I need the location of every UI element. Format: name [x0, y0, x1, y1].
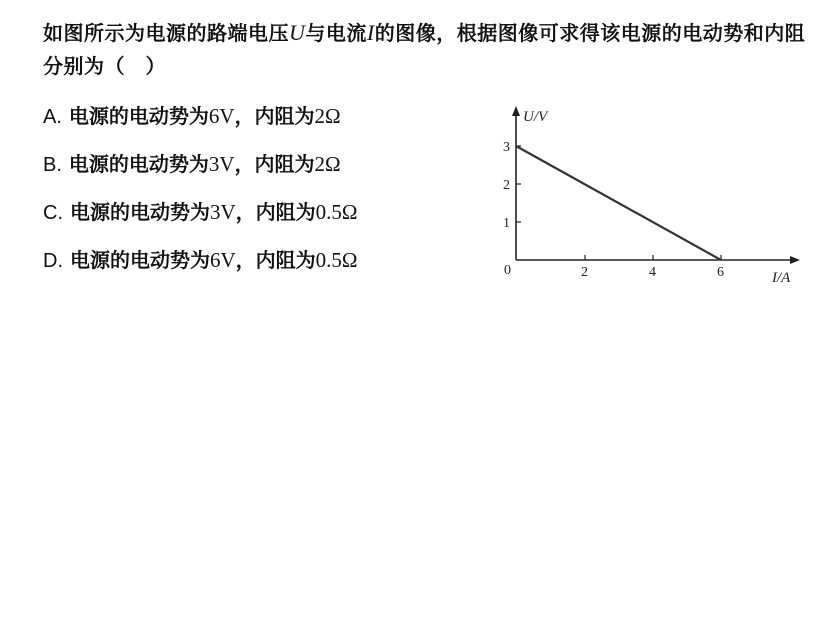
option-r-unit: Ω	[325, 104, 341, 128]
option-key: D.	[43, 250, 63, 272]
x-tick-label: 4	[649, 265, 656, 280]
option-emf-text: 电源的电动势为	[68, 104, 209, 128]
x-tick-label: 2	[581, 265, 588, 280]
y-axis-arrow	[512, 106, 520, 116]
x-tick-label: 6	[717, 265, 724, 280]
option-key: B.	[43, 154, 62, 176]
option-d[interactable]	[43, 244, 358, 292]
option-emf-unit: V	[219, 104, 235, 128]
y-tick-label: 3	[503, 140, 510, 155]
voltage-symbol: U	[289, 20, 306, 45]
option-r-text: ，内阻为	[234, 152, 315, 176]
option-emf-value: 6	[209, 248, 221, 272]
option-emf-value: 3	[209, 200, 221, 224]
question-stem	[43, 16, 813, 83]
option-c[interactable]	[43, 196, 358, 244]
option-b[interactable]	[43, 148, 358, 196]
u-i-graph	[490, 100, 810, 290]
option-r-text: ，内阻为	[235, 248, 316, 272]
option-key: A.	[43, 106, 62, 128]
y-tick-label: 2	[503, 178, 510, 193]
question-text-part1: 如图所示为电源的路端电压	[43, 21, 289, 45]
option-a[interactable]	[43, 100, 358, 148]
y-axis-label: U/V	[523, 109, 548, 125]
option-emf-text: 电源的电动势为	[69, 200, 210, 224]
u-i-line	[516, 146, 721, 260]
question-text-part2: 与电流	[305, 21, 367, 45]
option-r-value: 0.5	[315, 200, 342, 224]
option-r-unit: Ω	[341, 248, 358, 272]
answer-options	[43, 100, 358, 292]
option-r-text: ，内阻为	[235, 200, 316, 224]
option-emf-value: 3	[208, 152, 220, 176]
option-emf-unit: V	[220, 200, 236, 224]
option-r-unit: Ω	[325, 152, 341, 176]
option-emf-value: 6	[208, 104, 220, 128]
option-emf-unit: V	[220, 248, 236, 272]
option-emf-text: 电源的电动势为	[69, 248, 210, 272]
option-r-value: 2	[314, 152, 326, 176]
x-axis-arrow	[790, 256, 800, 264]
x-axis-label: I/A	[772, 270, 791, 286]
option-r-text: ，内阻为	[234, 104, 315, 128]
option-r-value: 0.5	[315, 248, 342, 272]
option-r-value: 2	[314, 104, 326, 128]
question-text-part3: 的图像，根据图像可求得该电源的电动势和内阻分别为（ ）	[43, 21, 806, 78]
y-tick-label: 1	[503, 216, 510, 231]
option-r-unit: Ω	[341, 200, 358, 224]
origin-label: 0	[504, 263, 511, 278]
current-symbol: I	[366, 20, 375, 45]
option-emf-text: 电源的电动势为	[68, 152, 209, 176]
option-key: C.	[43, 202, 63, 224]
option-emf-unit: V	[219, 152, 235, 176]
